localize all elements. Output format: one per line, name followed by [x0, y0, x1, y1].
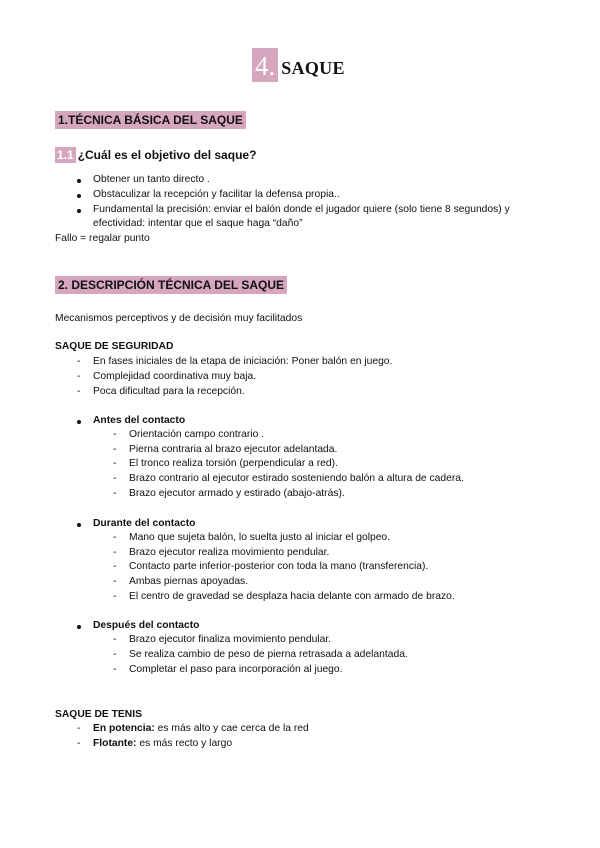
- dash-marker: -: [113, 429, 117, 440]
- chapter-title: SAQUE: [281, 57, 345, 78]
- list-item: Obstaculizar la recepción y facilitar la defensa propia..: [93, 189, 340, 200]
- subsection-title: ¿Cuál es el objetivo del saque?: [77, 148, 257, 162]
- saque-seguridad-title: SAQUE DE SEGURIDAD: [55, 341, 174, 352]
- dash-marker: -: [113, 458, 117, 469]
- dash-marker: -: [113, 576, 117, 587]
- dash-marker: -: [113, 634, 117, 645]
- page-title: [252, 47, 345, 83]
- durante-title: Durante del contacto: [93, 518, 196, 529]
- list-item: Orientación campo contrario .: [129, 429, 265, 440]
- dash-marker: -: [113, 488, 117, 499]
- bullet-icon: [77, 179, 81, 183]
- dash-marker: -: [113, 473, 117, 484]
- section-2-heading: 2. DESCRIPCIÓN TÉCNICA DEL SAQUE: [55, 276, 287, 294]
- item-label: Flotante:: [93, 738, 137, 749]
- item-label: En potencia:: [93, 723, 155, 734]
- bullet-icon: [77, 625, 81, 629]
- list-item: Ambas piernas apoyadas.: [129, 576, 249, 587]
- subsection-number: 1.1: [57, 148, 74, 162]
- list-item: Mano que sujeta balón, lo suelta justo al iniciar el golpeo.: [129, 532, 391, 543]
- list-item: Completar el paso para incorporación al juego.: [129, 664, 343, 675]
- dash-marker: -: [113, 547, 117, 558]
- dash-marker: -: [77, 371, 81, 382]
- dash-marker: -: [113, 532, 117, 543]
- bullet-icon: [77, 209, 81, 213]
- list-item: Brazo ejecutor armado y estirado (abajo-atrás).: [129, 488, 345, 499]
- list-item: Se realiza cambio de peso de pierna retrasada a adelantada.: [129, 649, 408, 660]
- bullet-icon: [77, 420, 81, 424]
- dash-marker: -: [77, 738, 81, 749]
- list-item: En fases iniciales de la etapa de iniciación: Poner balón en juego.: [93, 356, 393, 367]
- dash-marker: -: [113, 591, 117, 602]
- list-item: [93, 737, 232, 752]
- dash-marker: -: [113, 561, 117, 572]
- dash-marker: -: [77, 356, 81, 367]
- antes-title: Antes del contacto: [93, 415, 186, 426]
- list-item: Pierna contraria al brazo ejecutor adelantada.: [129, 444, 338, 455]
- list-item: Obtener un tanto directo .: [93, 174, 210, 185]
- list-item: Complejidad coordinativa muy baja.: [93, 371, 257, 382]
- section-1-heading: 1.TÉCNICA BÁSICA DEL SAQUE: [55, 111, 246, 129]
- chapter-number: 4.: [252, 48, 278, 82]
- list-item: [93, 722, 309, 737]
- dash-marker: -: [113, 664, 117, 675]
- dash-marker: -: [113, 444, 117, 455]
- saque-tenis-title: SAQUE DE TENIS: [55, 709, 142, 720]
- note-text: Fallo = regalar punto: [55, 233, 150, 244]
- dash-marker: -: [77, 386, 81, 397]
- list-item: Brazo ejecutor finaliza movimiento pendular.: [129, 634, 332, 645]
- item-text: es más alto y cae cerca de la red: [154, 723, 309, 734]
- list-item: El centro de gravedad se desplaza hacia delante con armado de brazo.: [129, 591, 455, 602]
- bullet-icon: [77, 523, 81, 527]
- bullet-icon: [77, 194, 81, 198]
- dash-marker: -: [113, 649, 117, 660]
- dash-marker: -: [77, 723, 81, 734]
- list-item: Brazo contrario al ejecutor estirado sosteniendo balón a altura de cadera.: [129, 473, 464, 484]
- intro-text: Mecanismos perceptivos y de decisión muy facilitados: [55, 313, 303, 324]
- list-item-continuation: efectividad: intentar que el saque haga “daño”: [93, 218, 303, 229]
- list-item: Fundamental la precisión: enviar el balón donde el jugador quiere (solo tiene 8 segundos) y: [93, 204, 510, 215]
- item-text: es más recto y largo: [136, 738, 233, 749]
- subsection-1-1-heading: [55, 147, 256, 163]
- list-item: El tronco realiza torsión (perpendicular a red).: [129, 458, 338, 469]
- list-item: Brazo ejecutor realiza movimiento pendular.: [129, 547, 330, 558]
- despues-title: Después del contacto: [93, 620, 200, 631]
- list-item: Poca dificultad para la recepción.: [93, 386, 245, 397]
- list-item: Contacto parte inferior-posterior con toda la mano (transferencia).: [129, 561, 429, 572]
